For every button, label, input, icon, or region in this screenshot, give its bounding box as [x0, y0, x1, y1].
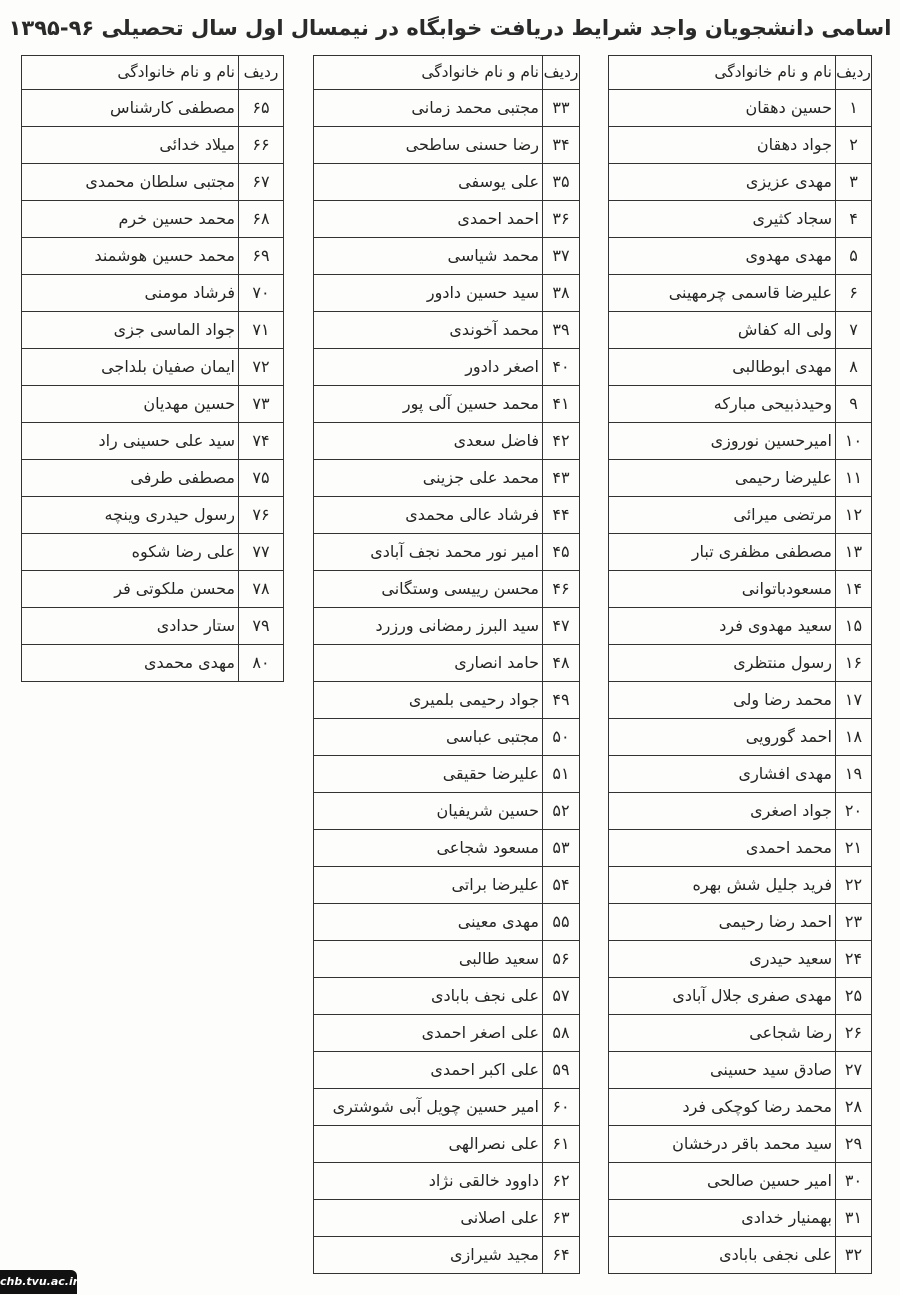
- row-number: ۴۶: [543, 571, 580, 608]
- header-full-name: نام و نام خانوادگی: [22, 56, 239, 90]
- student-name: مهدی افشاری: [609, 756, 836, 793]
- table-row: [314, 719, 580, 756]
- row-number: ۷۶: [239, 497, 284, 534]
- row-number: ۷۹: [239, 608, 284, 645]
- student-name: فرشاد عالی محمدی: [314, 497, 543, 534]
- table-row: [609, 830, 872, 867]
- table-row: [314, 608, 580, 645]
- row-number: ۱۴: [836, 571, 872, 608]
- student-name: احمد رضا رحیمی: [609, 904, 836, 941]
- student-name: امیر حسین چویل آبی شوشتری: [314, 1089, 543, 1126]
- table-row: [609, 1200, 872, 1237]
- table-row: [22, 534, 284, 571]
- table-row: [609, 349, 872, 386]
- student-name: ولی اله کفاش: [609, 312, 836, 349]
- table-row: [22, 275, 284, 312]
- row-number: ۸۰: [239, 645, 284, 682]
- student-name: سجاد کثیری: [609, 201, 836, 238]
- student-name: محسن ملکوتی فر: [22, 571, 239, 608]
- row-number: ۶: [836, 275, 872, 312]
- student-name: جواد رحیمی بلمیری: [314, 682, 543, 719]
- row-number: ۲۰: [836, 793, 872, 830]
- table-row: [314, 793, 580, 830]
- student-name: محسن رییسی وستگانی: [314, 571, 543, 608]
- table-row: [314, 756, 580, 793]
- table-row: [314, 534, 580, 571]
- row-number: ۴۳: [543, 460, 580, 497]
- row-number: ۶۱: [543, 1126, 580, 1163]
- table-row: [22, 164, 284, 201]
- student-name: علیرضا قاسمی چرمهینی: [609, 275, 836, 312]
- table-row: [314, 682, 580, 719]
- student-name: احمد گورویی: [609, 719, 836, 756]
- header-row-number: ردیف: [543, 56, 580, 90]
- row-number: ۷۰: [239, 275, 284, 312]
- row-number: ۶۴: [543, 1237, 580, 1274]
- table-row: [314, 867, 580, 904]
- row-number: ۵۷: [543, 978, 580, 1015]
- row-number: ۴۲: [543, 423, 580, 460]
- student-name: احمد احمدی: [314, 201, 543, 238]
- table-row: [22, 460, 284, 497]
- student-name: علیرضا رحیمی: [609, 460, 836, 497]
- table-row: [22, 571, 284, 608]
- student-name: مجتبی سلطان محمدی: [22, 164, 239, 201]
- row-number: ۳۵: [543, 164, 580, 201]
- student-name: مهدی عزیزی: [609, 164, 836, 201]
- row-number: ۵۸: [543, 1015, 580, 1052]
- row-number: ۶۲: [543, 1163, 580, 1200]
- table-row: [609, 90, 872, 127]
- table-row: [22, 127, 284, 164]
- row-number: ۶۹: [239, 238, 284, 275]
- table-row: [22, 497, 284, 534]
- row-number: ۶۰: [543, 1089, 580, 1126]
- student-name: حسین شریفیان: [314, 793, 543, 830]
- row-number: ۵۱: [543, 756, 580, 793]
- row-number: ۳۸: [543, 275, 580, 312]
- row-number: ۱۳: [836, 534, 872, 571]
- row-number: ۳۷: [543, 238, 580, 275]
- student-name: رضا حسنی ساطحی: [314, 127, 543, 164]
- table-row: [314, 645, 580, 682]
- table-row: [22, 386, 284, 423]
- row-number: ۱۸: [836, 719, 872, 756]
- table-row: [314, 941, 580, 978]
- table-row: [609, 275, 872, 312]
- student-name: امیر نور محمد نجف آبادی: [314, 534, 543, 571]
- student-name: علیرضا براتی: [314, 867, 543, 904]
- table-row: [314, 1015, 580, 1052]
- row-number: ۵۶: [543, 941, 580, 978]
- row-number: ۴: [836, 201, 872, 238]
- row-number: ۲۲: [836, 867, 872, 904]
- row-number: ۵: [836, 238, 872, 275]
- student-name: مهدی محمدی: [22, 645, 239, 682]
- row-number: ۷۵: [239, 460, 284, 497]
- student-name: ستار حدادی: [22, 608, 239, 645]
- row-number: ۲۹: [836, 1126, 872, 1163]
- row-number: ۲۳: [836, 904, 872, 941]
- table-row: [314, 386, 580, 423]
- page-title: اسامی دانشجویان واجد شرایط دریافت خوابگاه در نیمسال اول سال تحصیلی ۹۶-۱۳۹۵: [8, 16, 892, 40]
- student-name: محمد علی جزینی: [314, 460, 543, 497]
- table-row: [22, 238, 284, 275]
- table-row: [609, 1126, 872, 1163]
- table-row: [314, 201, 580, 238]
- table-row: [314, 312, 580, 349]
- student-name: مجتبی محمد زمانی: [314, 90, 543, 127]
- student-name: حسین دهقان: [609, 90, 836, 127]
- table-row: [609, 1237, 872, 1274]
- row-number: ۲۶: [836, 1015, 872, 1052]
- row-number: ۴۷: [543, 608, 580, 645]
- table-row: [609, 238, 872, 275]
- row-number: ۳: [836, 164, 872, 201]
- table-row: [609, 867, 872, 904]
- student-name: سعید حیدری: [609, 941, 836, 978]
- table-row: [314, 1052, 580, 1089]
- row-number: ۳۹: [543, 312, 580, 349]
- table-header-row: [22, 56, 284, 90]
- student-name: مهدی معینی: [314, 904, 543, 941]
- table-row: [314, 497, 580, 534]
- row-number: ۴۴: [543, 497, 580, 534]
- student-name: محمد آخوندی: [314, 312, 543, 349]
- student-name: جواد دهقان: [609, 127, 836, 164]
- table-row: [609, 1163, 872, 1200]
- student-name: علی یوسفی: [314, 164, 543, 201]
- table-row: [609, 386, 872, 423]
- table-row: [314, 460, 580, 497]
- table-row: [314, 904, 580, 941]
- table-row: [609, 423, 872, 460]
- row-number: ۱۷: [836, 682, 872, 719]
- table-row: [22, 201, 284, 238]
- student-name: سید محمد باقر درخشان: [609, 1126, 836, 1163]
- row-number: ۱۰: [836, 423, 872, 460]
- row-number: ۳۰: [836, 1163, 872, 1200]
- student-name: جواد الماسی جزی: [22, 312, 239, 349]
- student-name: مرتضی میرائی: [609, 497, 836, 534]
- student-name: محمد رضا کوچکی فرد: [609, 1089, 836, 1126]
- student-name: علیرضا حقیقی: [314, 756, 543, 793]
- student-name: محمد حسین آلی پور: [314, 386, 543, 423]
- student-name: ایمان صفیان بلداجی: [22, 349, 239, 386]
- student-name: بهمنیار خدادی: [609, 1200, 836, 1237]
- student-name: سید علی حسینی راد: [22, 423, 239, 460]
- row-number: ۱۲: [836, 497, 872, 534]
- student-name: رسول منتظری: [609, 645, 836, 682]
- row-number: ۵۴: [543, 867, 580, 904]
- student-name: صادق سید حسینی: [609, 1052, 836, 1089]
- row-number: ۲۴: [836, 941, 872, 978]
- table-row: [314, 1163, 580, 1200]
- student-name: سعید طالبی: [314, 941, 543, 978]
- student-name: فرشاد مومنی: [22, 275, 239, 312]
- table-row: [314, 275, 580, 312]
- student-name: علی اصغر احمدی: [314, 1015, 543, 1052]
- students-table-2: [313, 55, 580, 1274]
- student-name: حامد انصاری: [314, 645, 543, 682]
- table-row: [609, 1015, 872, 1052]
- row-number: ۳۶: [543, 201, 580, 238]
- table-row: [609, 460, 872, 497]
- row-number: ۶۶: [239, 127, 284, 164]
- table-header-row: [314, 56, 580, 90]
- student-name: سید البرز رمضانی ورزرد: [314, 608, 543, 645]
- row-number: ۶۵: [239, 90, 284, 127]
- table-row: [314, 1089, 580, 1126]
- student-name: محمد حسین هوشمند: [22, 238, 239, 275]
- table-row: [22, 349, 284, 386]
- student-name: مجتبی عباسی: [314, 719, 543, 756]
- table-row: [22, 645, 284, 682]
- student-name: رسول حیدری وینچه: [22, 497, 239, 534]
- table-row: [609, 941, 872, 978]
- table-row: [22, 90, 284, 127]
- student-name: امیر حسین صالحی: [609, 1163, 836, 1200]
- table-row: [22, 423, 284, 460]
- table-row: [609, 904, 872, 941]
- table-row: [22, 608, 284, 645]
- table-row: [609, 127, 872, 164]
- student-name: جواد اصغری: [609, 793, 836, 830]
- row-number: ۳۲: [836, 1237, 872, 1274]
- row-number: ۲۸: [836, 1089, 872, 1126]
- table-row: [314, 90, 580, 127]
- row-number: ۵۹: [543, 1052, 580, 1089]
- student-name: وحیدذبیحی مبارکه: [609, 386, 836, 423]
- student-name: سعید مهدوی فرد: [609, 608, 836, 645]
- row-number: ۱۱: [836, 460, 872, 497]
- table-row: [314, 349, 580, 386]
- student-name: حسین مهدیان: [22, 386, 239, 423]
- table-row: [609, 682, 872, 719]
- table-row: [609, 534, 872, 571]
- table-row: [609, 608, 872, 645]
- table-row: [609, 645, 872, 682]
- row-number: ۳۳: [543, 90, 580, 127]
- table-row: [609, 1052, 872, 1089]
- table-row: [314, 423, 580, 460]
- row-number: ۵۲: [543, 793, 580, 830]
- student-name: فاضل سعدی: [314, 423, 543, 460]
- row-number: ۵۳: [543, 830, 580, 867]
- row-number: ۷۱: [239, 312, 284, 349]
- table-row: [609, 793, 872, 830]
- table-row: [22, 312, 284, 349]
- student-name: علی نصرالهی: [314, 1126, 543, 1163]
- student-name: مصطفی کارشناس: [22, 90, 239, 127]
- student-name: علی نجف بابادی: [314, 978, 543, 1015]
- row-number: ۵۰: [543, 719, 580, 756]
- table-header-row: [609, 56, 872, 90]
- student-name: محمد حسین خرم: [22, 201, 239, 238]
- row-number: ۷: [836, 312, 872, 349]
- student-name: مسعودباتوانی: [609, 571, 836, 608]
- row-number: ۴۰: [543, 349, 580, 386]
- student-name: محمد احمدی: [609, 830, 836, 867]
- row-number: ۴۱: [543, 386, 580, 423]
- student-name: فرید جلیل شش بهره: [609, 867, 836, 904]
- students-table-3: [21, 55, 284, 682]
- student-name: مصطفی طرفی: [22, 460, 239, 497]
- table-row: [314, 571, 580, 608]
- row-number: ۲۱: [836, 830, 872, 867]
- row-number: ۱۹: [836, 756, 872, 793]
- student-name: محمد شیاسی: [314, 238, 543, 275]
- row-number: ۹: [836, 386, 872, 423]
- row-number: ۲: [836, 127, 872, 164]
- student-name: رضا شجاعی: [609, 1015, 836, 1052]
- student-name: علی نجفی بابادی: [609, 1237, 836, 1274]
- student-name: مهدی ابوطالبی: [609, 349, 836, 386]
- student-name: علی اکبر احمدی: [314, 1052, 543, 1089]
- row-number: ۲۵: [836, 978, 872, 1015]
- row-number: ۷۴: [239, 423, 284, 460]
- student-name: اصغر دادور: [314, 349, 543, 386]
- table-row: [314, 164, 580, 201]
- student-name: محمد رضا ولی: [609, 682, 836, 719]
- student-name: علی رضا شکوه: [22, 534, 239, 571]
- student-name: مصطفی مظفری تبار: [609, 534, 836, 571]
- row-number: ۷۲: [239, 349, 284, 386]
- row-number: ۷۸: [239, 571, 284, 608]
- table-row: [609, 719, 872, 756]
- student-name: علی اصلانی: [314, 1200, 543, 1237]
- students-table-1: [608, 55, 872, 1274]
- table-row: [314, 127, 580, 164]
- table-row: [609, 978, 872, 1015]
- header-full-name: نام و نام خانوادگی: [609, 56, 836, 90]
- row-number: ۸: [836, 349, 872, 386]
- row-number: ۱: [836, 90, 872, 127]
- row-number: ۶۷: [239, 164, 284, 201]
- row-number: ۴۸: [543, 645, 580, 682]
- row-number: ۷۳: [239, 386, 284, 423]
- student-name: داوود خالقی نژاد: [314, 1163, 543, 1200]
- table-row: [609, 756, 872, 793]
- row-number: ۱۶: [836, 645, 872, 682]
- student-name: امیرحسین نوروزی: [609, 423, 836, 460]
- row-number: ۳۴: [543, 127, 580, 164]
- row-number: ۷۷: [239, 534, 284, 571]
- table-row: [609, 1089, 872, 1126]
- student-name: مجید شیرازی: [314, 1237, 543, 1274]
- student-name: مهدی مهدوی: [609, 238, 836, 275]
- table-row: [314, 978, 580, 1015]
- row-number: ۶۳: [543, 1200, 580, 1237]
- table-row: [314, 238, 580, 275]
- row-number: ۵۵: [543, 904, 580, 941]
- table-row: [609, 312, 872, 349]
- student-name: مسعود شجاعی: [314, 830, 543, 867]
- table-row: [314, 1200, 580, 1237]
- table-row: [609, 164, 872, 201]
- row-number: ۱۵: [836, 608, 872, 645]
- row-number: ۲۷: [836, 1052, 872, 1089]
- table-row: [314, 1126, 580, 1163]
- table-row: [609, 497, 872, 534]
- header-row-number: ردیف: [836, 56, 872, 90]
- student-name: سید حسین دادور: [314, 275, 543, 312]
- site-watermark: chb.tvu.ac.ir: [0, 1270, 77, 1294]
- row-number: ۴۵: [543, 534, 580, 571]
- student-name: مهدی صفری جلال آبادی: [609, 978, 836, 1015]
- row-number: ۶۸: [239, 201, 284, 238]
- row-number: ۴۹: [543, 682, 580, 719]
- header-full-name: نام و نام خانوادگی: [314, 56, 543, 90]
- header-row-number: ردیف: [239, 56, 284, 90]
- table-row: [609, 571, 872, 608]
- table-row: [314, 1237, 580, 1274]
- row-number: ۳۱: [836, 1200, 872, 1237]
- table-row: [609, 201, 872, 238]
- table-row: [314, 830, 580, 867]
- student-name: میلاد خدائی: [22, 127, 239, 164]
